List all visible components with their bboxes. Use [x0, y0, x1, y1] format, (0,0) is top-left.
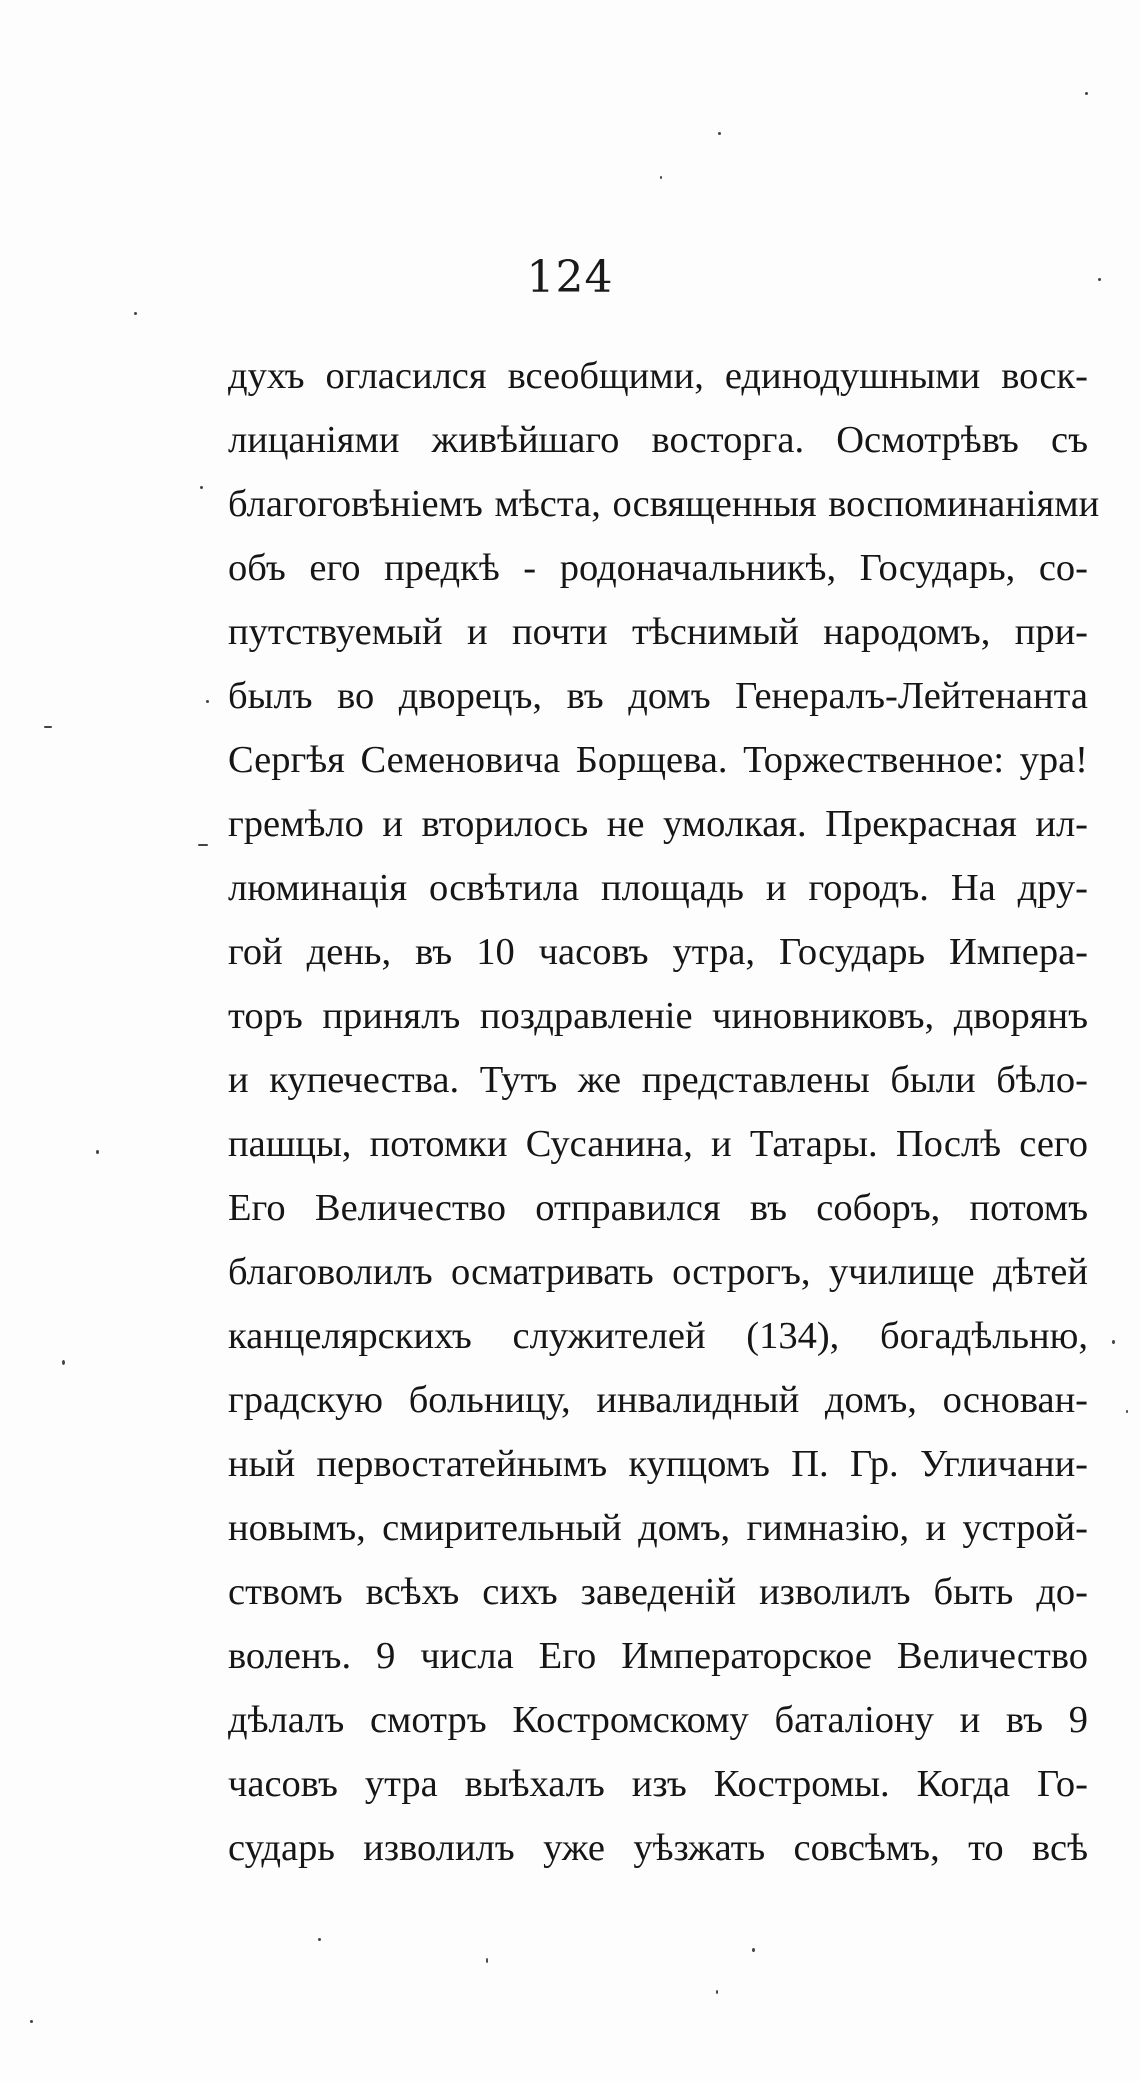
- text-line: сударь изволилъ уже уѣзжать совсѣмъ, то всѣ: [228, 1827, 1088, 1869]
- text-line: лицаніями живѣйшаго восторга. Осмотрѣвъ съ: [228, 419, 1088, 461]
- text-line: ствомъ всѣхъ сихъ заведеній изволилъ быть до-: [228, 1571, 1088, 1613]
- scan-speck: [62, 1360, 65, 1365]
- scan-speck: [318, 1938, 321, 1941]
- text-line: ный первостатейнымъ купцомъ П. Гр. Угличани-: [228, 1443, 1088, 1485]
- text-line: гой день, въ 10 часовъ утра, Государь Импера-: [228, 931, 1088, 973]
- text-line: канцелярскихъ служителей (134), богадѣльню,: [228, 1315, 1088, 1357]
- text-line: и купечества. Тутъ же представлены были бѣло-: [228, 1059, 1088, 1101]
- scan-speck: [206, 700, 209, 703]
- text-line: пашцы, потомки Сусанина, и Татары. Послѣ сего: [228, 1123, 1088, 1165]
- text-line: Его Величество отправился въ соборъ, потомъ: [228, 1187, 1088, 1229]
- scan-speck: [1112, 1340, 1115, 1344]
- scan-speck: [1098, 278, 1101, 281]
- text-line: градскую больницу, инвалидный домъ, основан-: [228, 1379, 1088, 1421]
- text-line: объ его предкѣ - родоначальникѣ, Государь, со-: [228, 547, 1088, 589]
- scan-speck: [96, 1150, 99, 1154]
- scan-speck: [752, 1948, 755, 1952]
- text-line: былъ во дворецъ, въ домъ Генералъ-Лейтенанта: [228, 675, 1088, 717]
- text-line: дѣлалъ смотръ Костромскому баталіону и въ 9: [228, 1699, 1088, 1741]
- text-line: воленъ. 9 числа Его Императорское Величество: [228, 1635, 1088, 1677]
- text-line: гремѣло и вторилось не умолкая. Прекрасная ил-: [228, 803, 1088, 845]
- scan-speck: [134, 312, 137, 315]
- scan-speck: [198, 844, 208, 846]
- text-line: часовъ утра выѣхалъ изъ Костромы. Когда Го-: [228, 1763, 1088, 1805]
- scan-speck: [44, 726, 52, 728]
- scan-speck: [718, 132, 721, 135]
- text-line: благоволилъ осматривать острогъ, училище дѣтей: [228, 1251, 1088, 1293]
- scan-speck: [1126, 1410, 1128, 1413]
- text-line: путствуемый и почти тѣснимый народомъ, при-: [228, 611, 1088, 653]
- scan-speck: [486, 1958, 488, 1963]
- body-text: [228, 344, 1100, 1880]
- scan-speck: [200, 486, 203, 489]
- scan-speck: [1085, 92, 1088, 95]
- text-line: духъ огласился всеобщими, единодушными воск-: [228, 355, 1088, 397]
- scan-speck: [660, 176, 662, 179]
- text-line: люминація освѣтила площадь и городъ. На дру-: [228, 867, 1088, 909]
- scan-speck: [30, 2020, 33, 2023]
- text-line: благоговѣніемъ мѣста, освященныя воспоминаніями: [228, 483, 1100, 525]
- text-line: торъ принялъ поздравленіе чиновниковъ, дворянъ: [228, 995, 1088, 1037]
- text-line: новымъ, смирительный домъ, гимназію, и устрой-: [228, 1507, 1088, 1549]
- page-number: 124: [526, 252, 614, 303]
- text-line: Сергѣя Семеновича Борщева. Торжественное: ура!: [228, 739, 1088, 781]
- scan-speck: [716, 1990, 718, 1994]
